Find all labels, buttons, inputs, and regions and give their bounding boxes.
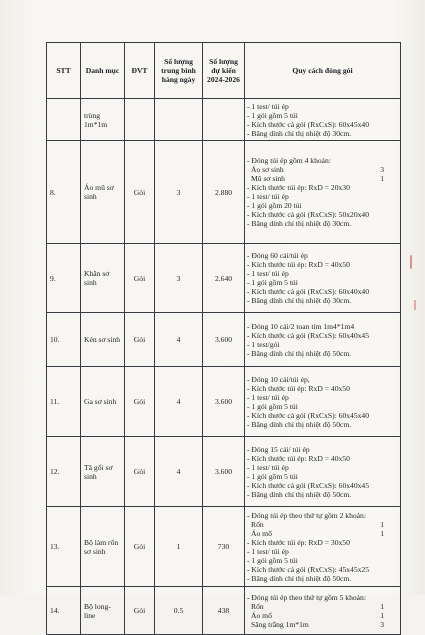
spec-line: - Băng dính chỉ thị nhiệt độ 30cm. <box>247 219 352 228</box>
row-item-name: Khăn sơ sinh <box>81 244 125 313</box>
spec-line: - Đóng 10 cái/túi ép, <box>247 374 310 384</box>
spec-line: - 1 gói gồm 5 túi <box>247 401 298 411</box>
row-stt: 12. <box>47 437 81 507</box>
row-forecast: 438 <box>203 587 245 635</box>
row-item-name: Ga sơ sinh <box>81 367 125 437</box>
spec-line: - 1 gói gồm 5 túi <box>247 471 298 481</box>
spec-component <box>247 529 398 538</box>
header-avg: Số lượng trung bình hàng ngày <box>155 43 203 99</box>
red-ink-mark <box>410 255 417 269</box>
spec-line: - Băng dính chỉ thị nhiệt độ 50cm. <box>247 348 352 358</box>
row-avg-daily: 3 <box>155 244 203 313</box>
row-forecast: 3.600 <box>203 367 245 437</box>
spec-line: - Kích thước cả gói (RxCxS): 60x40x45 <box>247 480 370 490</box>
row-unit <box>125 99 155 141</box>
spec-line: - Kích thước túi ép: RxD = 40x50 <box>247 453 350 463</box>
spec-line: - Băng dính chỉ thị nhiệt độ 30cm. <box>247 296 352 305</box>
spec-line: - Đóng 10 cái/2 toan tím 1m4*1m4 <box>247 321 355 331</box>
table-row <box>47 367 401 437</box>
table-row <box>47 313 401 367</box>
component-name: Săng trắng 1m*1m <box>251 619 309 629</box>
row-packaging-spec <box>245 313 401 367</box>
component-name: Áo mổ <box>251 528 272 538</box>
row-avg-daily: 4 <box>155 367 203 437</box>
component-name: Rốn <box>251 519 264 529</box>
row-avg-daily: 3 <box>155 141 203 244</box>
spec-line: - 1 test/ túi ép <box>247 462 289 472</box>
spec-line: - Kích thước cả gói (RxCxS): 60x45x40 <box>247 119 370 129</box>
spec-component <box>247 611 398 620</box>
row-stt: 11. <box>47 367 81 437</box>
table-row <box>47 141 401 244</box>
row-packaging-spec <box>245 99 401 141</box>
header-forecast: Số lượng dự kiến 2024-2026 <box>203 43 245 99</box>
row-forecast <box>203 99 245 141</box>
spec-line: - Kích thước cả gói (RxCxS): 60x40x45 <box>247 330 370 340</box>
spec-line: - 1 test/ túi ép <box>247 101 289 111</box>
spec-line: - Băng dính chỉ thị nhiệt độ 50cm. <box>247 419 352 429</box>
spec-line: - Kích thước cả gói (RxCxS): 60x40x40 <box>247 287 370 296</box>
row-unit: Gói <box>125 244 155 313</box>
component-qty: 1 <box>380 610 384 620</box>
spec-line: - Kích thước cả gói (RxCxS): 60x45x40 <box>247 410 370 420</box>
spec-line: - Kích thước túi ép: RxD = 30x50 <box>247 537 350 547</box>
component-qty: 1 <box>380 601 384 611</box>
table-header-row <box>47 43 401 99</box>
row-packaging-spec <box>245 141 401 244</box>
row-stt: 14. <box>47 587 81 635</box>
spec-line: - 1 gói gồm 5 túi <box>247 278 298 287</box>
row-stt <box>47 99 81 141</box>
spec-line: - Băng dính chỉ thị nhiệt độ 30cm. <box>247 128 352 138</box>
row-item-name: Bộ làm rốn sơ sinh <box>81 507 125 587</box>
row-item-name: trùng 1m*1m <box>81 99 125 141</box>
row-packaging-spec <box>245 507 401 587</box>
spec-line: - Đóng 60 cái/túi ép <box>247 251 308 260</box>
row-packaging-spec <box>245 244 401 313</box>
table-row <box>47 587 401 635</box>
table-row <box>47 437 401 507</box>
row-forecast: 3.600 <box>203 313 245 367</box>
red-ink-mark <box>414 300 420 310</box>
spec-line: - Kích thước túi ép: RxD = 40x50 <box>247 383 350 393</box>
row-unit: Gói <box>125 507 155 587</box>
row-forecast: 2.640 <box>203 244 245 313</box>
packaging-table <box>46 42 401 635</box>
spec-line: - Đóng túi ép gồm 4 khoản: <box>247 156 331 165</box>
table-row <box>47 244 401 313</box>
row-item-name: Áo mũ sơ sinh <box>81 141 125 244</box>
spec-line: - 1 gói gồm 5 túi <box>247 555 298 565</box>
row-forecast: 3.600 <box>203 437 245 507</box>
spec-line: - Kích thước túi ép: RxD = 20x30 <box>247 183 350 192</box>
row-stt: 10. <box>47 313 81 367</box>
spec-line: - Băng dính chỉ thị nhiệt độ 50cm. <box>247 573 352 583</box>
row-packaging-spec <box>245 367 401 437</box>
spec-component <box>247 520 398 529</box>
row-unit: Gói <box>125 367 155 437</box>
component-qty: 1 <box>380 528 384 538</box>
component-name: Áo mổ <box>251 610 272 620</box>
row-forecast: 730 <box>203 507 245 587</box>
spec-line: - 1 test/gói <box>247 339 280 349</box>
row-unit: Gói <box>125 141 155 244</box>
row-packaging-spec <box>245 587 401 635</box>
spec-component <box>247 165 398 174</box>
row-packaging-spec <box>245 437 401 507</box>
row-item-name: Tã gối sơ sinh <box>81 437 125 507</box>
table-row <box>47 99 401 141</box>
spec-line: - Đóng túi ép theo thứ tự gồm 5 khoản: <box>247 592 366 602</box>
row-forecast: 2.880 <box>203 141 245 244</box>
component-name: Rốn <box>251 601 264 611</box>
row-avg-daily: 4 <box>155 437 203 507</box>
row-avg-daily: 4 <box>155 313 203 367</box>
spec-line: - Băng dính chỉ thị nhiệt độ 50cm. <box>247 489 352 499</box>
component-qty: 3 <box>380 165 384 174</box>
row-avg-daily <box>155 99 203 141</box>
header-spec: Quy cách đóng gói <box>245 43 401 99</box>
component-name: Mũ sơ sinh <box>251 174 285 183</box>
header-unit: ĐVT <box>125 43 155 99</box>
spec-line: - Kích thước cả gói (RxCxS): 45x45x25 <box>247 564 370 574</box>
row-unit: Gói <box>125 313 155 367</box>
row-item-name: Bộ long-line <box>81 587 125 635</box>
component-qty: 1 <box>380 519 384 529</box>
table-row <box>47 507 401 587</box>
spec-component <box>247 174 398 183</box>
spec-line: - 1 test/ túi ép <box>247 392 289 402</box>
row-unit: Gói <box>125 587 155 635</box>
spec-line: - Kích thước cả gói (RxCxS): 50x20x40 <box>247 210 370 219</box>
row-item-name: Kén sơ sinh <box>81 313 125 367</box>
spec-component <box>247 602 398 611</box>
component-name: Áo sơ sinh <box>251 165 284 174</box>
spec-line: - 1 test/ túi ép <box>247 192 289 201</box>
spec-line: - 1 gói gồm 20 túi <box>247 201 302 210</box>
spec-line: - 1 test/ túi ép <box>247 546 289 556</box>
spec-line: - 1 test/ túi ép <box>247 269 289 278</box>
component-qty: 1 <box>380 174 384 183</box>
spec-line: - 1 gói gồm 5 túi <box>247 110 298 120</box>
row-stt: 13. <box>47 507 81 587</box>
row-stt: 8. <box>47 141 81 244</box>
spec-component <box>247 620 398 629</box>
row-avg-daily: 1 <box>155 507 203 587</box>
spec-line: - Đóng 15 cái/ túi ép <box>247 444 310 454</box>
spec-line: - Đóng túi ép theo thứ tự gồm 2 khoản: <box>247 510 366 520</box>
spec-line: - Kích thước túi ép: RxD = 40x50 <box>247 260 350 269</box>
header-stt: STT <box>47 43 81 99</box>
row-unit: Gói <box>125 437 155 507</box>
row-avg-daily: 0.5 <box>155 587 203 635</box>
component-qty: 3 <box>380 619 384 629</box>
row-stt: 9. <box>47 244 81 313</box>
header-name: Danh mục <box>81 43 125 99</box>
